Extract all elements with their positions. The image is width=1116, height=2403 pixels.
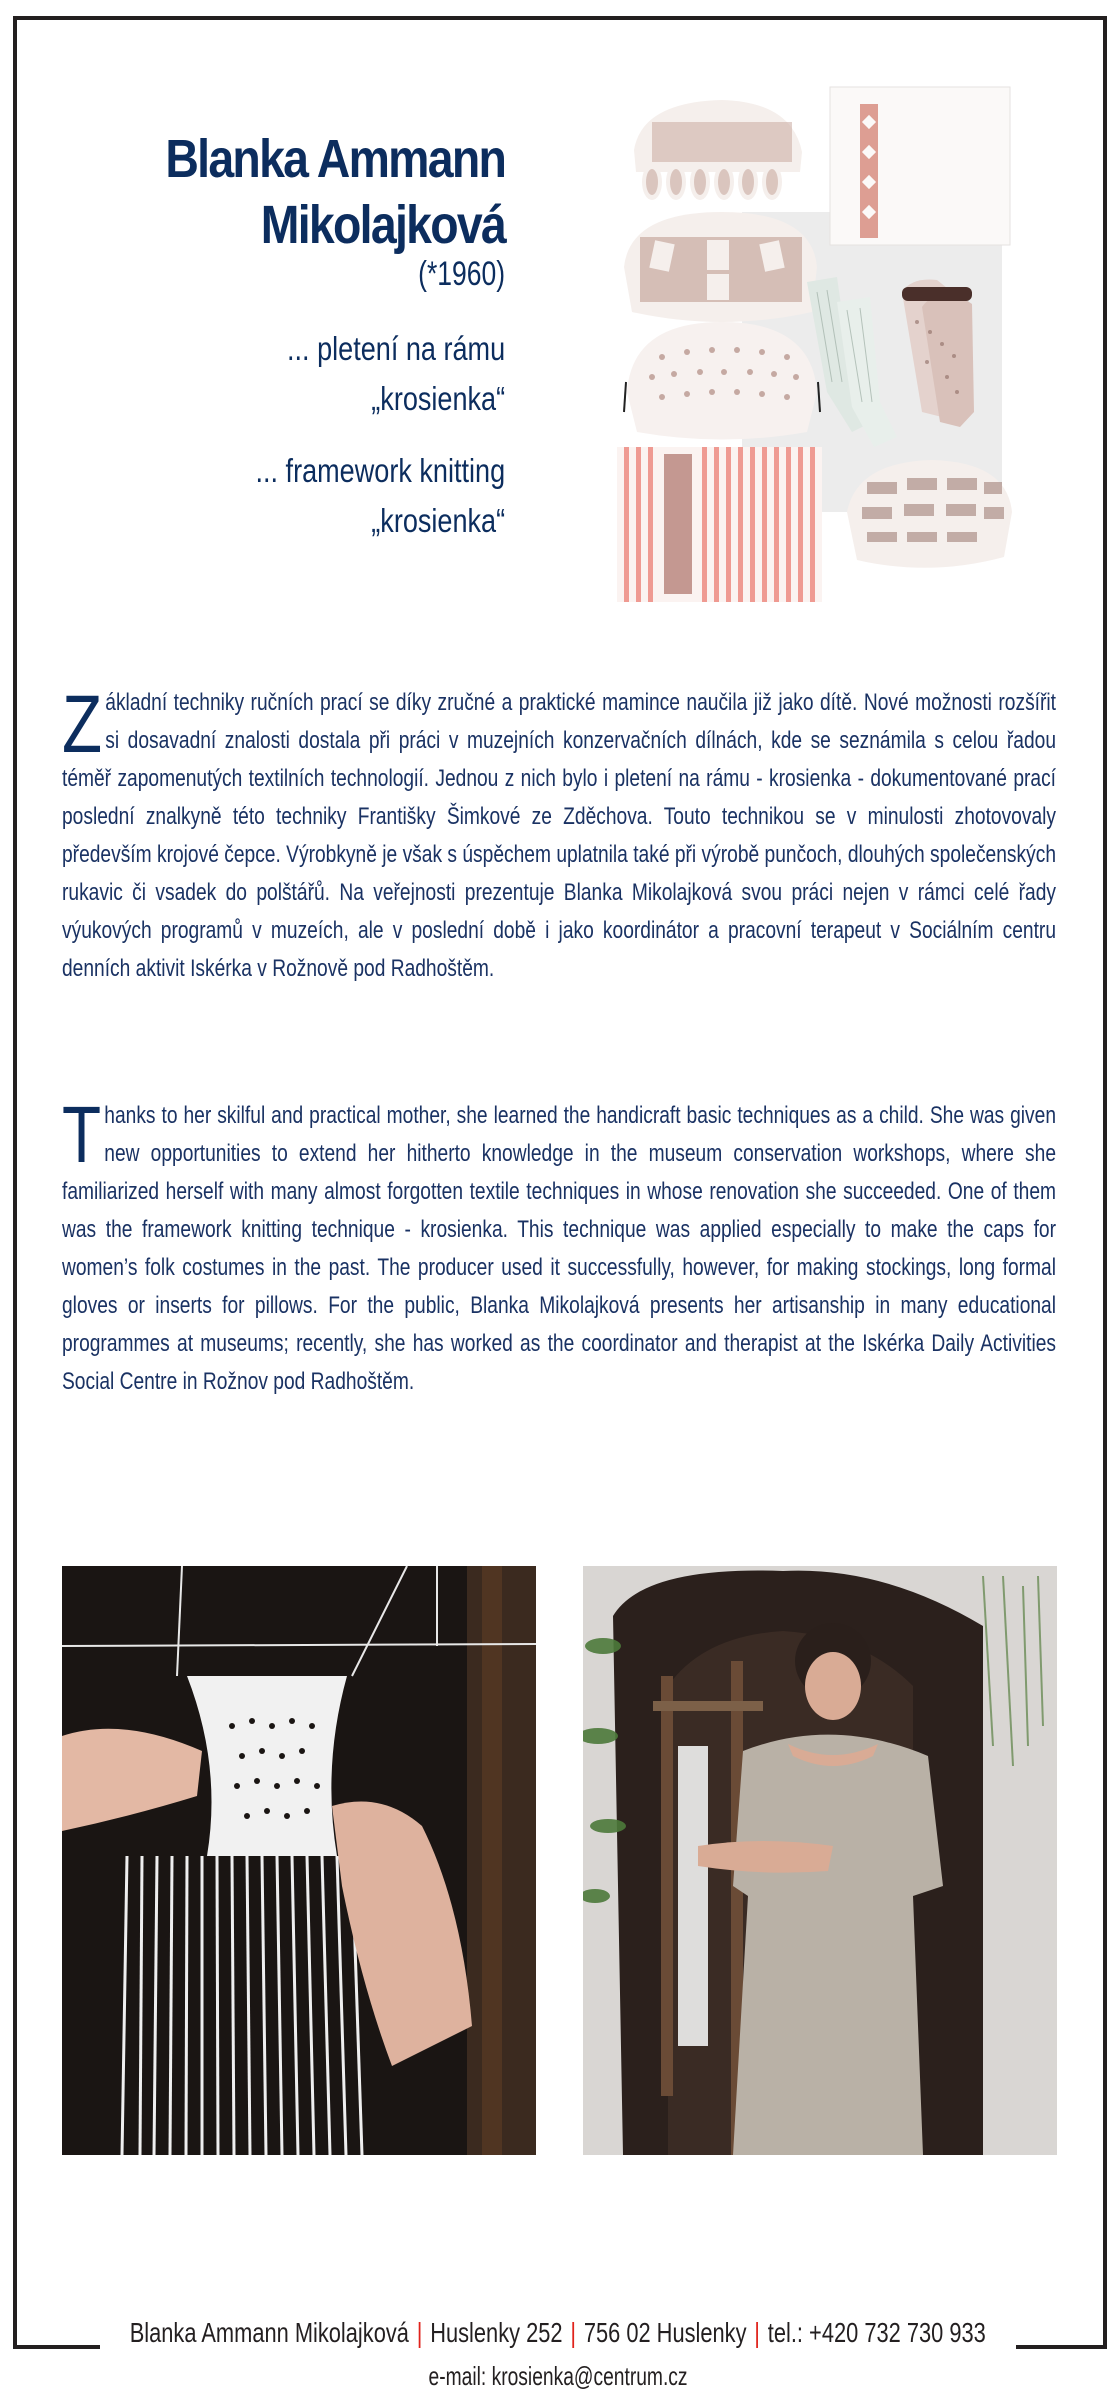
header-block (110, 126, 505, 546)
footer-separator: | (754, 2317, 761, 2348)
lace-cap-3 (624, 322, 820, 440)
footer-email[interactable]: e-mail: krosienka@centrum.cz (428, 2361, 688, 2391)
footer-name: Blanka Ammann Mikolajková (129, 2317, 410, 2348)
lace-cap-1 (634, 100, 802, 200)
subtitle-cz-line1: ... pletení na rámu (286, 330, 505, 367)
artist-name-line1: Blanka Ammann (165, 129, 505, 189)
striped-pillow (617, 447, 822, 602)
footer-phone: tel.: +420 732 730 933 (768, 2317, 987, 2348)
footer-email-line (0, 2360, 1116, 2392)
artist-name-line2: Mikolajková (260, 195, 505, 255)
paragraph-czech-text: ákladní techniky ručních prací se díky zručné a praktické mamince naučila již jako dítě. Nové možnosti rozšířit si dosavadní znalosti dostala při práci v muzejních konzervačních dílnách, kde se seznámila s celou řadou téměř zapomenutých textilních technologií. Jednou z nich bylo i pletení na rámu - krosienka - dokumentované prací poslední znalkyně této techniky Františky Šimkové ze Zděchova. Touto technikou se v minulosti zhotovovaly především krojové čepce. Výrobkyně je však s úspěchem uplatnila také při výrobě punčoch, dlouhých společenských rukavic či vsadek do polštářů. Na veřejnosti prezentuje Blanka Mikolajková svou práci nejen v rámci celé řady výukových programů v muzeích, ale v poslední době i jako koordinátor a pracovní terapeut v Sociálním centru denních aktivit Iskérka v Rožnově pod Radhoštěm. (62, 689, 1056, 982)
paragraph-czech (62, 679, 1056, 988)
artisan-at-frame-photo (583, 1566, 1057, 2155)
white-pillow (830, 87, 1010, 245)
subtitle-en-line1: ... framework knitting (255, 452, 505, 489)
subtitle-en-line2: „krosienka“ (371, 502, 505, 539)
dropcap-en: T (62, 1090, 102, 1179)
footer-separator: | (570, 2317, 577, 2348)
lace-cap-2 (624, 212, 817, 322)
footer-street: Huslenky 252 (430, 2317, 563, 2348)
product-collage-image (612, 82, 1022, 607)
dropcap-cz: Z (62, 679, 103, 770)
paragraph-english (62, 1090, 1057, 1401)
subtitle-cz-line2: „krosienka“ (371, 380, 505, 417)
footer-contact-line (0, 2316, 1116, 2350)
birth-year: (*1960) (418, 255, 505, 293)
paragraph-english-text: hanks to her skilful and practical mother, she learned the handicraft basic techniques as a child. She was given new opportunities to extend her hitherto knowledge in the museum conservation workshops, where she familiarized herself with many almost forgotten textile techniques in whose renovation she succeeded. One of them was the framework knitting technique - krosienka. This technique was applied especially to make the caps for women’s folk costumes in the past. The producer used it successfully, however, for making stockings, long formal gloves or inserts for pillows. For the public, Blanka Mikolajková presents her artisanship in many educational programmes at museums; recently, she has worked as the coordinator and therapist at the Iskérka Daily Activities Social Centre in Rožnov pod Radhoštěm. (62, 1102, 1057, 1395)
knitting-hands-photo (62, 1566, 536, 2155)
footer-city: 756 02 Huslenky (584, 2317, 747, 2348)
footer-separator: | (416, 2317, 423, 2348)
lace-cap-4 (847, 460, 1012, 568)
